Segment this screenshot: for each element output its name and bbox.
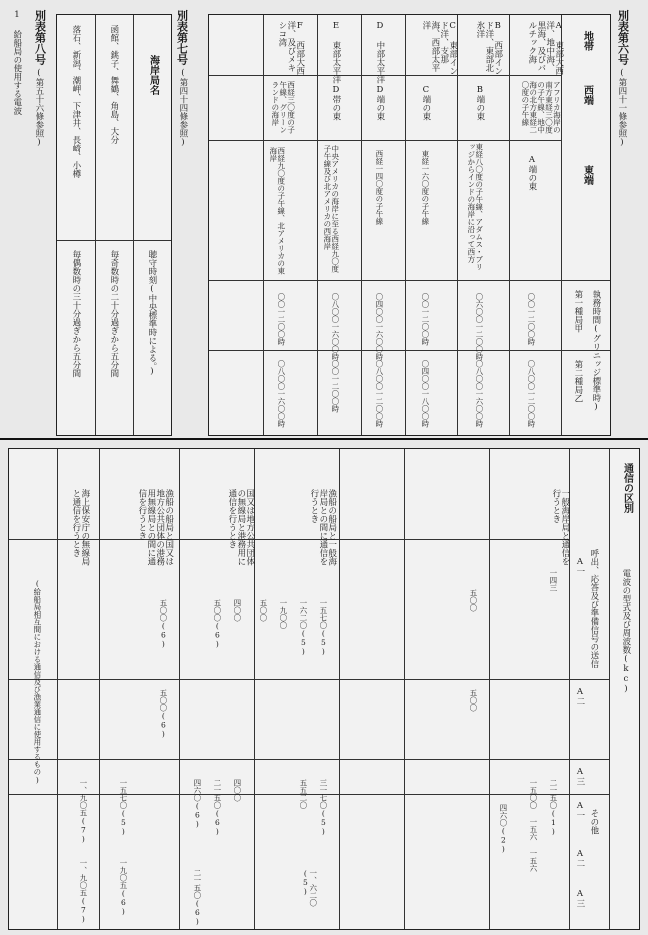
t7-row2-time: 毎偶数時の三十分過ぎから五分間 [70, 250, 81, 378]
t6-h1-e: 〇八〇〇一六〇〇時 [330, 293, 340, 361]
t6-zone-d: D 中部太平洋 [374, 21, 385, 84]
t6-zone-e: E 東部太平洋 [330, 21, 341, 84]
long-note: 一、六二〇(5) [300, 869, 318, 907]
page-divider [0, 438, 648, 440]
sub-col-2: A二 [574, 687, 585, 706]
g2-val-1: 一五七〇(5) [318, 599, 328, 656]
t6-h2-c: 〇四〇〇一八〇〇時 [420, 360, 430, 428]
t6-h1-f: 〇〇一二〇〇時 [276, 293, 286, 346]
t6-zone-a: A 東部大西洋、地中海、黒海、及びバルチック海 [526, 21, 564, 75]
table8-ref: (第五十六條参照) [33, 68, 44, 148]
g3-val-3: 四〇〇 [232, 779, 242, 802]
lower-col-freq: 電波の型式及び周波数(kc) [620, 569, 631, 694]
g4-val-3: 一五七〇(5) [118, 779, 128, 836]
t6-h2-e: 〇〇一二〇〇時 [330, 360, 340, 413]
group-label-4: 漁船の船局と国又は地方公共団体の港務用無線局との間に通信を行うとき [136, 489, 174, 566]
sub-col-6: A三 [574, 889, 585, 908]
t7-col-time: 聴守時刻(中央標準時による。) [146, 250, 157, 377]
t6-h2-f: 〇八〇〇一六〇〇時 [276, 360, 286, 428]
g1-val-2: 五〇〇 [468, 589, 478, 612]
g3-val-6: 二一五〇(6) [192, 869, 202, 926]
t6-west-e: 中央アメリカの海岸に至る西経九〇度子午線及び北アメリカの西海岸 [322, 145, 340, 273]
table7 [56, 14, 172, 436]
table8-item: 1 給船局の使用する電波 [11, 10, 22, 115]
t6-h2-d: 〇八〇〇一二〇〇時 [374, 360, 384, 428]
t6-h1-a: 〇〇一二〇〇時 [526, 293, 536, 346]
table6-title: 別表第六号 [616, 10, 630, 65]
table8-title: 別表第八号 [33, 10, 47, 65]
t6-col-hours: 執務時間(グリニッジ標準時) [590, 290, 601, 412]
t6-col-west: 西端 [581, 85, 593, 105]
t6-h1-d: 〇四〇〇一六〇〇時 [374, 293, 384, 361]
t7-row1-stations: 函館、銚子、舞鶴、角島、大分 [108, 25, 119, 144]
g1-val-5: 一五〇〇 一五六 一五六 [528, 779, 538, 872]
t6-h2-b: 〇八〇〇一六〇〇時 [474, 360, 484, 428]
t6-east-a: A端の東 [526, 155, 537, 191]
table7-title: 別表第七号 [175, 10, 189, 65]
t7-row1-time: 毎奇数時の二十分過ぎから五分間 [108, 250, 119, 378]
t7-col-station: 海岸局名 [147, 55, 159, 95]
t6-west-c: 東経一六〇度の子午線 [420, 150, 430, 225]
t6-col-kind2: 第二種局乙 [572, 360, 583, 403]
group-label-5: 海上保安庁の無線局と通信を行うとき [70, 489, 90, 566]
t6-h2-a: 〇八〇〇一二〇〇時 [526, 360, 536, 428]
t6-east-d: D端の東 [374, 85, 385, 121]
g1-val-4: 二一五〇(1) [548, 779, 558, 836]
t6-col-kind1: 第一種局甲 [572, 290, 583, 333]
g3-val-1: 四〇〇 [232, 599, 242, 622]
g2-val-5: 三一七〇(5) [318, 779, 328, 836]
t6-col-east: 東端 [581, 165, 593, 185]
t6-east-c: C端の東 [420, 85, 431, 121]
t6-zone-b: B 西部インド洋、東部北氷洋 [474, 21, 503, 75]
group-5-note: (給船局相互間における通信及び漁業通信に使用するもの) [32, 579, 42, 785]
t6-west-d: 西経一四〇度の子午線 [374, 150, 384, 225]
t6-col-zone: 地帯 [581, 31, 593, 51]
sub-col-5: A二 [574, 849, 585, 868]
g4-val-6: 一、九〇五(7) [78, 859, 88, 924]
g2-val-6: 五五二〇 [298, 779, 308, 809]
sub-col-1: A一 [574, 557, 585, 576]
t7-row2-stations: 落石、新潟、潮岬、下津井、長崎、小樽 [70, 25, 81, 178]
t6-h1-b: 〇六〇〇一二〇〇時 [474, 293, 484, 361]
table6 [208, 14, 611, 436]
t6-zone-f: F 西部大西洋、及びメキシコ湾 [276, 21, 305, 75]
group-label-1: 一般海岸局と通信を行うとき [550, 489, 570, 566]
g1-val-3: 五〇〇 [468, 689, 478, 712]
g3-val-4: 二一五〇(6) [212, 779, 222, 836]
lower-col-other: その他 [588, 809, 599, 835]
sub-col-3: A三 [574, 767, 585, 786]
t6-east-e: D帯の東 [330, 85, 341, 121]
table6-ref: (第四十一條参照) [616, 68, 627, 148]
t6-zone-c: C 東部インド洋、支那海、西部太平洋 [420, 21, 458, 75]
t6-west-b: 東経八〇度の子午線、アダムス・ブリッジからインドの海岸に沿って西方 [466, 143, 484, 271]
g2-val-4: 五〇〇 [258, 599, 268, 622]
g4-val-4: 一九〇五(6) [118, 859, 128, 916]
t6-h1-c: 〇〇一二〇〇時 [420, 293, 430, 346]
g2-val-2: 一六二〇(5) [298, 599, 308, 656]
g1-val-6: 四六〇(2) [498, 804, 508, 854]
g3-val-2: 五〇〇(6) [212, 599, 222, 649]
lower-col-call: 呼出、応答及び準備信号の送信 [588, 549, 599, 668]
g3-val-5: 四六〇(6) [192, 779, 202, 829]
g4-val-5: 一、九〇五(7) [78, 779, 88, 844]
lower-table [8, 448, 640, 930]
group-label-3: 国又は地方公共団体の無線局と港務用に通信を行うとき [226, 489, 255, 566]
g1-val-1: 一四三 [548, 569, 558, 592]
t6-east-f: 西経九〇度の子午線、北アメリカの東海岸 [268, 147, 286, 275]
t6-east-b: B端の東 [474, 85, 485, 121]
g4-val-2: 五〇〇(6) [158, 689, 168, 739]
t6-west-a: アフリカ海岸の南方東経三〇度の子午線、地中海の北方東経二〇度の子午線 [520, 81, 562, 134]
g2-val-3: 一九〇〇 [278, 599, 288, 629]
g4-val-1: 五〇〇(6) [158, 599, 168, 649]
t6-west-f: 西経三〇度の子午線、グリーンランドの海岸 [270, 81, 296, 134]
sub-col-4: A一 [574, 801, 585, 820]
table7-ref: (第四十四條参照) [177, 68, 188, 148]
group-label-2: 漁船の船局と一般海岸局との間に通信を行うとき [308, 489, 337, 566]
lower-col-class: 通信の区別 [621, 463, 633, 513]
